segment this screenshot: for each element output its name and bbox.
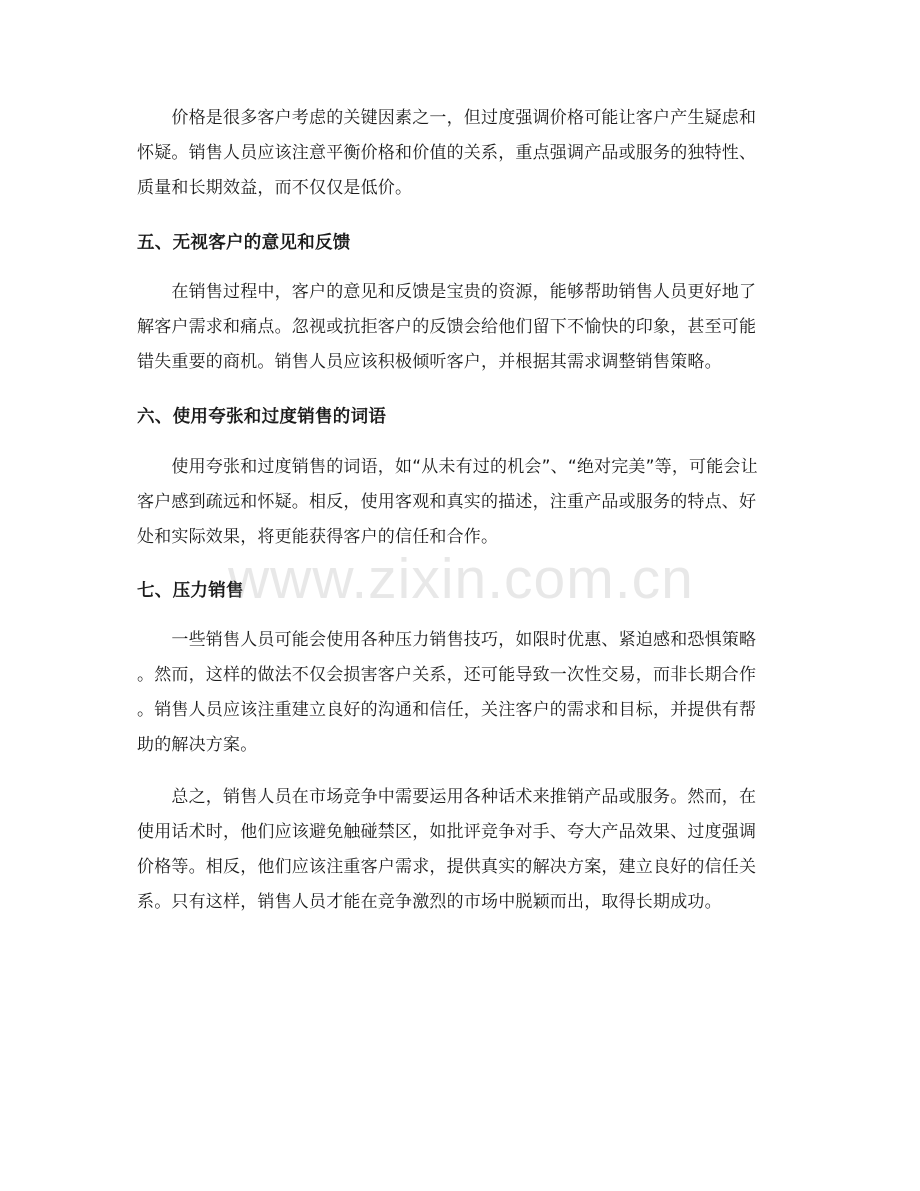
paragraph-line: 在销售过程中，客户的意见和反馈是宝贵的资源，能够帮助销售人员更好地了 (137, 282, 757, 302)
paragraph-line: 使用话术时，他们应该避免触碰禁区，如批评竞争对手、夸大产品效果、过度强调 (137, 822, 757, 842)
paragraph-feedback (137, 275, 797, 380)
paragraph-line: 处和实际效果，将更能获得客户的信任和合作。 (137, 527, 499, 547)
paragraph-line: 。然而，这样的做法不仅会损害客户关系，还可能导致一次性交易，而非长期合作 (137, 665, 757, 685)
paragraph-price (137, 101, 797, 206)
paragraph-line: 使用夸张和过度销售的词语，如“从未有过的机会”、“绝对完美”等，可能会让 (137, 457, 758, 477)
paragraph-line: 系。只有这样，销售人员才能在竞争激烈的市场中脱颖而出，取得长期成功。 (137, 892, 722, 912)
paragraph-pressure (137, 623, 797, 763)
paragraph-line: 质量和长期效益，而不仅仅是低价。 (137, 178, 413, 198)
paragraph-summary (137, 780, 797, 920)
paragraph-line: 解客户需求和痛点。忽视或抗拒客户的反馈会给他们留下不愉快的印象，甚至可能 (137, 317, 757, 337)
paragraph-line: 价格等。相反，他们应该注重客户需求，提供真实的解决方案，建立良好的信任关 (137, 857, 757, 877)
section-heading-5: 五、无视客户的意见和反馈 (137, 233, 351, 253)
paragraph-line: 。销售人员应该注重建立良好的沟通和信任，关注客户的需求和目标，并提供有帮 (137, 700, 757, 720)
paragraph-exaggeration (137, 450, 797, 555)
section-heading-6: 六、使用夸张和过度销售的词语 (137, 407, 387, 427)
paragraph-line: 客户感到疏远和怀疑。相反，使用客观和真实的描述，注重产品或服务的特点、好 (137, 492, 757, 512)
section-heading-7: 七、压力销售 (137, 581, 244, 601)
paragraph-line: 价格是很多客户考虑的关键因素之一，但过度强调价格可能让客户产生疑虑和 (137, 108, 757, 128)
paragraph-line: 错失重要的商机。销售人员应该积极倾听客户，并根据其需求调整销售策略。 (137, 352, 722, 372)
paragraph-line: 怀疑。销售人员应该注意平衡价格和价值的关系，重点强调产品或服务的独特性、 (137, 143, 757, 163)
watermark: www.zixin.com.cn (228, 547, 694, 611)
paragraph-line: 总之，销售人员在市场竞争中需要运用各种话术来推销产品或服务。然而，在 (137, 787, 757, 807)
paragraph-line: 一些销售人员可能会使用各种压力销售技巧，如限时优惠、紧迫感和恐惧策略 (137, 630, 757, 650)
paragraph-line: 助的解决方案。 (137, 735, 258, 755)
